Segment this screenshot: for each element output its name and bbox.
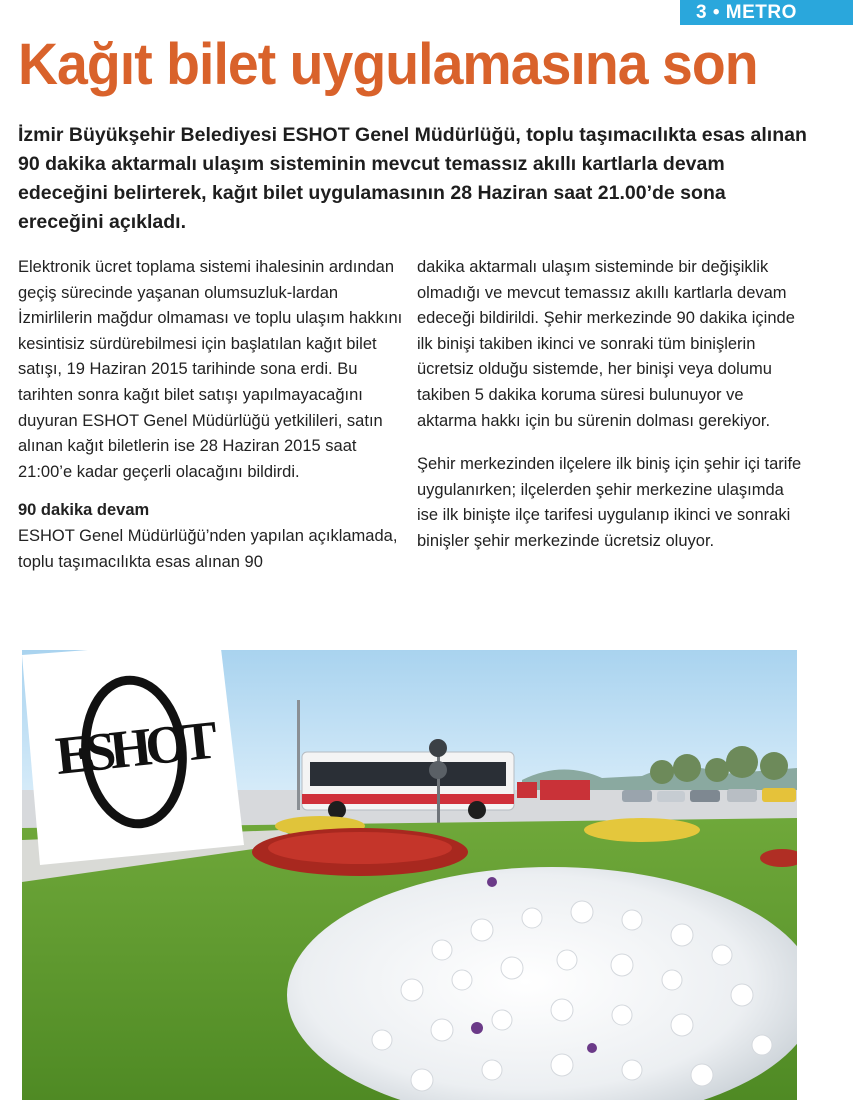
photo-illustration — [22, 650, 797, 1100]
background-bus-2 — [517, 782, 537, 798]
eshot-logo-card — [22, 650, 244, 865]
eshot-logo-text: ESHOT — [52, 710, 215, 787]
article-subheading: 90 dakika devam — [18, 501, 150, 520]
bus-park-photo — [22, 650, 797, 1100]
article-headline: Kağıt bilet uygulamasına son — [18, 32, 758, 97]
light-pole — [297, 700, 300, 810]
parked-cars — [622, 788, 796, 802]
article-column-2 — [417, 255, 802, 555]
yellow-flower-bed-right — [584, 818, 700, 842]
article-lead: İzmir Büyükşehir Belediyesi ESHOT Genel Müdürlüğü, toplu taşımacılıkta esas alınan 90 dakika aktarmalı ulaşım sisteminin mevcut temassız akıllı kartlarla devam edeceğini belirterek, kağıt bilet uygulamasının 28 Haziran saat 21.00’de sona ereceğini açıkladı. — [18, 124, 807, 233]
background-bus — [540, 780, 590, 800]
column-1-paragraph-1: Elektronik ücret toplama sistemi ihalesinin ardından geçiş sürecinde yaşanan olumsuzluk-lardan İzmirlilerin mağdur olmaması ve toplu ulaşım hakkını kesintisiz sürdürebilmesi için başlatılan kağıt bilet satışı, 19 Haziran 2015 tarihinde sona erdi. Bu tarihten sonra kağıt bilet satışı yapılmayacağını duyuran ESHOT Genel Müdürlüğü yetkilileri, satın alınan kağıt biletlerin ise 28 Haziran 2015 saat 21:00’e kadar geçerli olacağını bildirdi. — [18, 258, 403, 481]
column-2-paragraph-2: Şehir merkezinden ilçelere ilk biniş için şehir içi tarife uygulanırken; ilçelerden şehir merkezine ulaşımda ise ilk binişte ilçe tarifesi uygulanıp ikinci ve sonraki binişler şehir merkezinde ücretsiz oluyor. — [417, 455, 802, 550]
section-tab: 3 • METRO — [680, 0, 853, 25]
column-2-paragraph-1: dakika aktarmalı ulaşım sisteminde bir değişiklik olmadığı ve mevcut temassız akıllı kartlarla devam edeceği bildirildi. Şehir merkezinde 90 dakika içinde ilk binişi takiben ikinci ve sonraki tüm binişlerin ücretsiz olduğu sistemde, her binişi veya dolumu takiben 5 dakika koruma süresi bulunuyor ve aktarma hakkı için bu sürenin dolması gerekiyor. — [417, 258, 795, 430]
city-bus — [302, 752, 514, 819]
article-column-1 — [18, 255, 403, 575]
column-1-paragraph-2: ESHOT Genel Müdürlüğü’nden yapılan açıklamada, toplu taşımacılıkta esas alınan 90 — [18, 526, 398, 571]
